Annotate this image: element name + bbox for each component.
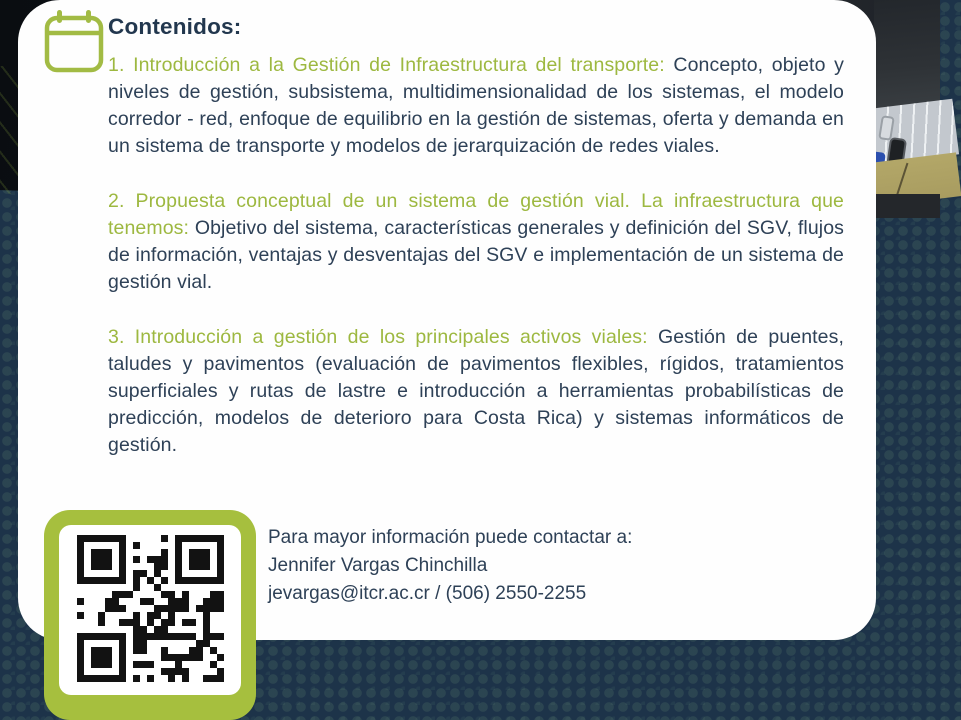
contact-name: Jennifer Vargas Chinchilla (268, 555, 488, 576)
page-title: Contenidos: (108, 14, 242, 39)
footer-row (44, 510, 632, 720)
content-item-2-body: Objetivo del sistema, características generales y definición del SGV, flujos de información, ventajas y desventajas del SGV e implementación de un sistema de gestión vial. (108, 217, 844, 293)
content-item-3-lead: 3. Introducción a gestión de los principales activos viales: (108, 326, 648, 348)
aerial-road-photo (874, 0, 940, 216)
calendar-icon (44, 8, 104, 80)
photo-asphalt-lower (874, 194, 940, 218)
content-item-1-lead: 1. Introducción a la Gestión de Infraestructura del transporte: (108, 54, 665, 76)
contact-intro: Para mayor información puede contactar a: (268, 527, 633, 548)
contact-block (268, 524, 632, 720)
photo-light-streaks (0, 66, 20, 194)
content-item-2-lead: 2. Propuesta conceptual de un sistema de gestión vial. La infraestructura que tenemos: (108, 190, 844, 239)
content-item-1-body: Concepto, objeto y niveles de gestión, subsistema, multidimensionalidad de los sistemas, el modelo corredor - red, enfoque de equilibrio en la gestión de sistemas, oferta y demanda en un sistema de transporte y modelos de jerarquización de redes viales. (108, 54, 844, 157)
content-item-2 (108, 188, 844, 296)
qr-box (44, 510, 256, 720)
qr-code (59, 525, 241, 695)
content-card (18, 0, 876, 640)
content-item-1 (108, 52, 844, 160)
content-item-3-body: Gestión de puentes, taludes y pavimentos (evaluación de pavimentos flexibles, rígidos, tratamientos superficiales y rutas de lastre e introducción a herramientas probabilísticas de predicción, modelos de deterioro para Costa Rica) y sistemas informáticos de gestión. (108, 326, 844, 456)
contact-details: jevargas@itcr.ac.cr / (506) 2550-2255 (268, 583, 587, 604)
content-item-3 (108, 324, 844, 459)
